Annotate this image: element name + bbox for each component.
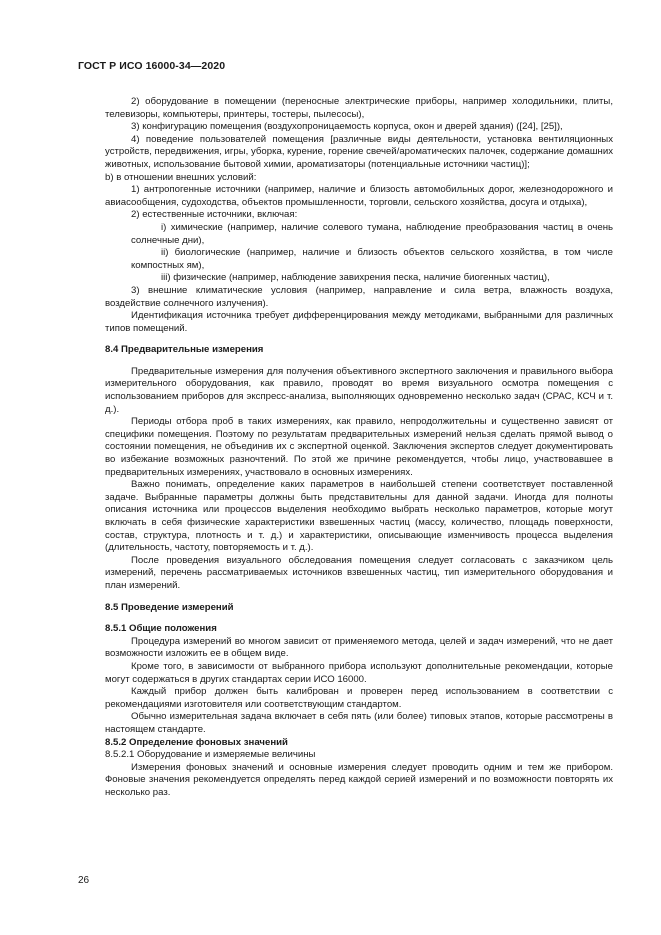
list-item: 3) внешние климатические условия (например, направление и сила ветра, влажность воздуха, воздействие солнечного излучения). (105, 284, 613, 309)
paragraph: Каждый прибор должен быть калиброван и проверен перед использованием в соответствии с рекомендациями изготовителя или соответствующим стандартом. (105, 686, 613, 710)
paragraph: Предварительные измерения для получения объективного экспертного заключения и правильного выбора измерительного оборудования, как правило, проводят во время визуального осмотра помещения с использованием приборов для экспресс-анализа, выполняющих одновременно несколько задач (СРАС, КСЧ и т. д.). (105, 365, 613, 415)
page-number: 26 (78, 875, 90, 886)
subsection-heading-8-5-1: 8.5.1 Общие положения (105, 623, 217, 635)
section-heading-8-5: 8.5 Проведение измерений (105, 601, 234, 613)
list-item: 2) оборудование в помещении (переносные электрические приборы, например холодильники, плиты, телевизоры, компьютеры, принтеры, тостеры, пылесосы), (105, 96, 613, 120)
list-item: 2) естественные источники, включая: (131, 209, 298, 221)
list-item: i) химические (например, наличие солевого тумана, наблюдение преобразования частиц в очень солнечные дни), (131, 221, 613, 246)
list-item: 3) конфигурацию помещения (воздухопроницаемость корпуса, окон и дверей здания) ([24], [25]), (131, 121, 563, 133)
paragraph: Идентификация источника требует дифференцирования между методиками, выбранными для различных типов помещений. (105, 310, 613, 334)
list-item: b) в отношении внешних условий: (105, 171, 257, 183)
paragraph: После проведения визуального обследования помещения следует согласовать с заказчиком цель измерений, перечень рассматриваемых источников взвешенных частиц, тип измерительного оборудования и план измерений. (105, 554, 613, 591)
list-item: ii) биологические (например, наличие и близость объектов сельского хозяйства, в том числе компостных ям), (131, 247, 613, 271)
running-header: ГОСТ Р ИСО 16000-34—2020 (78, 60, 226, 72)
subsection-heading-8-5-2: 8.5.2 Определение фоновых значений (105, 736, 288, 748)
paragraph: Важно понимать, определение каких параметров в наибольшей степени соответствует поставленной задаче. Выбранные параметры должны быть представительны для данной задачи. Иногда для полноты описания источника или процессов выделения необходимо выбрать несколько параметров, которые могут включать в себя физические характеристики взвешенных частиц (массу, количество, площадь поверхности, состав, структура, плотность и т. д.) и характеристики, описывающие изменчивость процесса выделения (длительность, частоту, повторяемость и т. д.). (105, 479, 613, 554)
paragraph: Кроме того, в зависимости от выбранного прибора используют дополнительные рекомендации, которые могут содержаться в других стандартах серии ИСО 16000. (105, 660, 613, 685)
paragraph: Процедура измерений во многом зависит от применяемого метода, целей и задач измерений, что не дает возможности изложить ее в общем виде. (105, 635, 613, 660)
page-body (105, 96, 613, 799)
paragraph: Периоды отбора проб в таких измерениях, как правило, непродолжительны и существенно зависят от специфики помещения. Поэтому по результатам предварительных измерений нельзя сделать прямой вывод о состоянии помещения, не объединив их с экспертной оценкой. Заключения экспертов следует документировать во избежание возможных разночтений. По этой же причине рекомендуется, чтобы лицо, участвовавшее в предварительных измерениях, участвовало в основных измерениях. (105, 416, 613, 478)
paragraph: Обычно измерительная задача включает в себя пять (или более) типовых этапов, которые рассмотрены в настоящем стандарте. (105, 711, 613, 735)
list-item: iii) физические (например, наблюдение завихрения песка, наличие биогенных частиц), (161, 272, 550, 284)
list-item: 1) антропогенные источники (например, наличие и близость автомобильных дорог, железнодорожного и авиасообщения, судоходства, объектов промышленности, торговли, сельского хозяйства, досуга и отдыха), (105, 184, 613, 208)
section-heading-8-4: 8.4 Предварительные измерения (105, 344, 264, 356)
paragraph: Измерения фоновых значений и основные измерения следует проводить одним и тем же прибором. Фоновые значения рекомендуется определять перед каждой серией измерений и по возможности повторять их несколько раз. (105, 761, 613, 798)
list-item: 4) поведение пользователей помещения [различные виды деятельности, установка вентиляционных устройств, передвижения, игры, уборка, курение, горение свечей/ароматических палочек, содержание домашних животных, использование бытовой химии, ароматизаторы (потенциальные источники частиц)]; (105, 133, 613, 170)
subsubsection-heading-8-5-2-1: 8.5.2.1 Оборудование и измеряемые величины (105, 749, 316, 761)
